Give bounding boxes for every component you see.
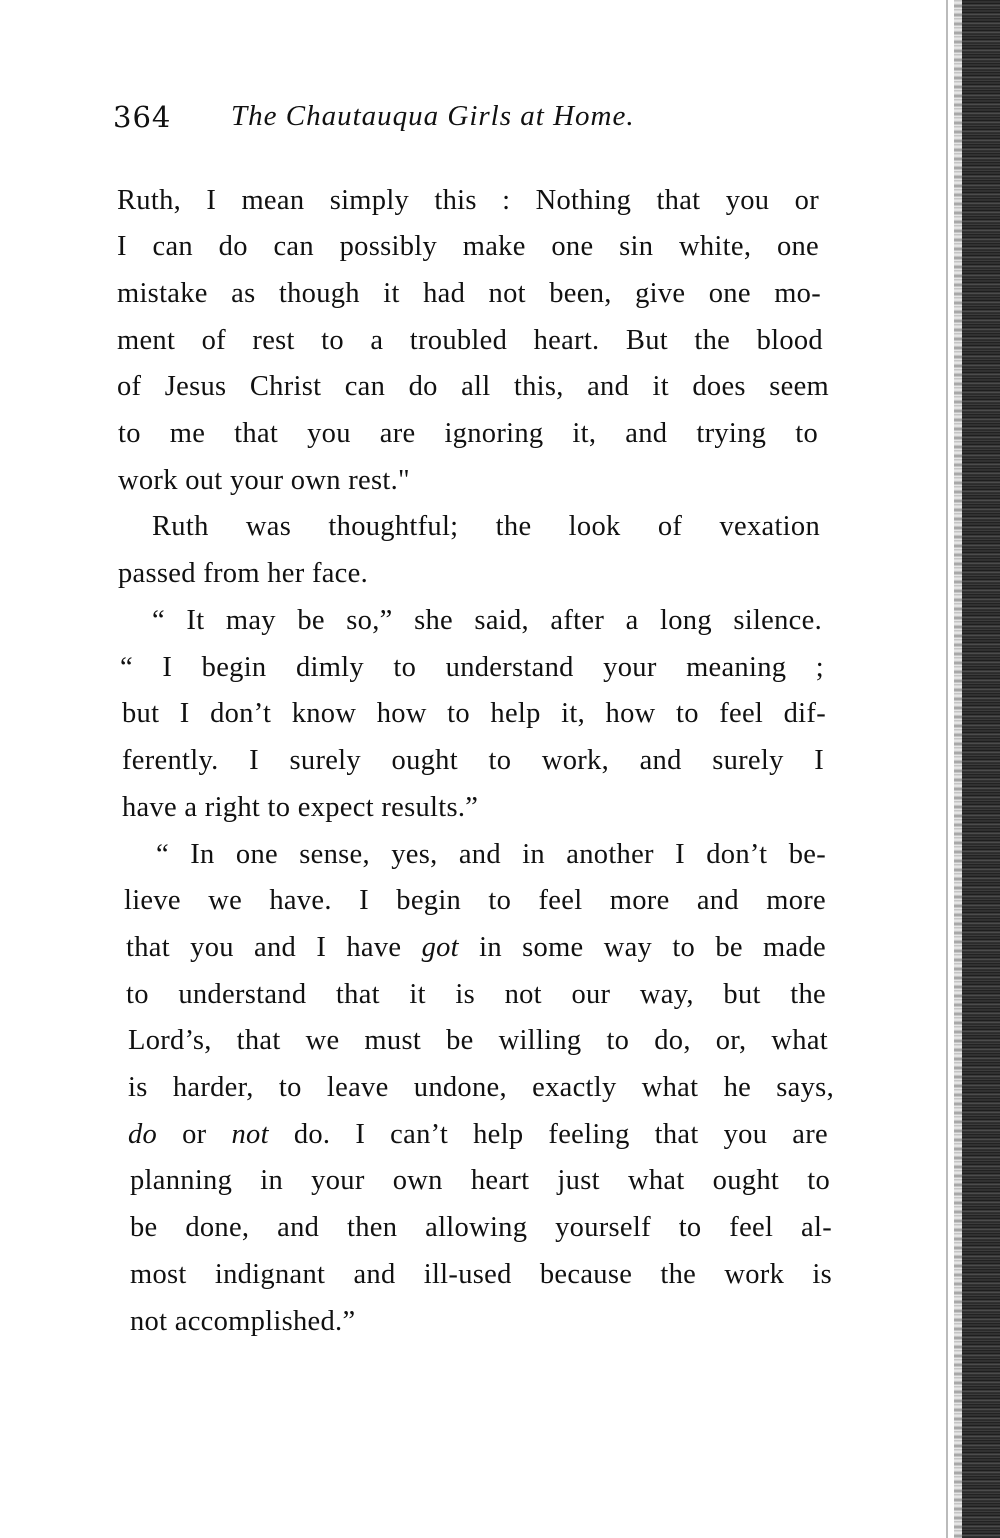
book-binding-edge <box>962 0 1000 1538</box>
text-line: to understand that it is not our way, but the <box>126 979 826 1010</box>
text-line: not accomplished.” <box>130 1306 356 1337</box>
text-line: that you and I have got in some way to be made <box>126 932 826 963</box>
text-line: “ In one sense, yes, and in another I don’t be- <box>156 839 826 870</box>
text-line: work out your own rest." <box>118 465 410 496</box>
text-line: do or not do. I can’t help feeling that you are <box>128 1119 828 1150</box>
text-line: planning in your own heart just what ought to <box>130 1165 830 1196</box>
page-number: 364 <box>113 100 172 134</box>
text-line: Ruth, I mean simply this : Nothing that you or <box>117 185 819 216</box>
text-line: “ It may be so,” she said, after a long silence. <box>152 605 822 636</box>
text-line: most indignant and ill-used because the work is <box>130 1259 832 1290</box>
running-title: The Chautauqua Girls at Home. <box>231 100 635 132</box>
text-line: mistake as though it had not been, give one mo- <box>117 278 821 309</box>
text-line: ment of rest to a troubled heart. But the blood <box>117 325 823 356</box>
text-line: Lord’s, that we must be willing to do, or, what <box>128 1025 828 1056</box>
text-line: “ I begin dimly to understand your meaning ; <box>120 652 824 683</box>
text-line: but I don’t know how to help it, how to feel dif- <box>122 698 826 729</box>
text-line: is harder, to leave undone, exactly what he says, <box>128 1072 834 1103</box>
text-line: I can do can possibly make one sin white, one <box>117 231 819 262</box>
text-line: lieve we have. I begin to feel more and more <box>124 885 826 916</box>
text-line: ferently. I surely ought to work, and surely I <box>122 745 824 776</box>
binding-shadow <box>946 0 948 1538</box>
text-line: have a right to expect results.” <box>122 792 479 823</box>
text-line: of Jesus Christ can do all this, and it does seem <box>117 371 829 402</box>
text-line: Ruth was thoughtful; the look of vexation <box>152 511 820 542</box>
text-line: passed from her face. <box>118 558 369 589</box>
text-line: to me that you are ignoring it, and trying to <box>118 418 818 449</box>
page-header <box>113 100 753 150</box>
text-line: be done, and then allowing yourself to feel al- <box>130 1212 832 1243</box>
